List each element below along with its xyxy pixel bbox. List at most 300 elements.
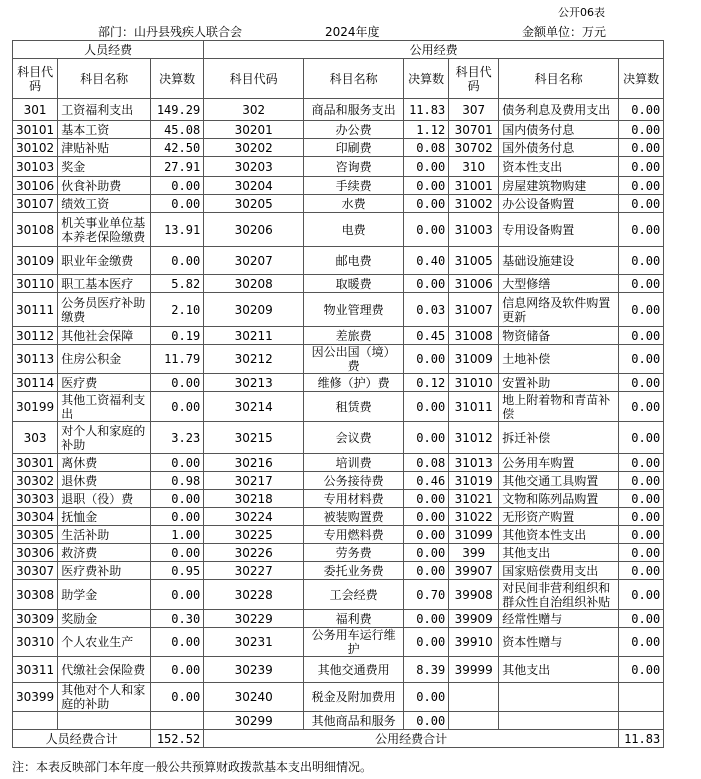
subject-code: 30207 bbox=[204, 247, 304, 275]
subject-name: 商品和服务支出 bbox=[304, 99, 404, 121]
subject-code: 399 bbox=[449, 544, 499, 562]
col-name-2: 科目名称 bbox=[304, 59, 404, 99]
subject-name: 对民间非营利组织和群众性自治组织补贴 bbox=[499, 580, 619, 610]
subject-code: 31013 bbox=[449, 454, 499, 472]
subject-code: 30206 bbox=[204, 213, 304, 247]
public-total-label: 公用经费合计 bbox=[204, 730, 619, 748]
col-name-3: 科目名称 bbox=[499, 59, 619, 99]
amount-value: 0.00 bbox=[619, 454, 664, 472]
subject-name: 无形资产购置 bbox=[499, 508, 619, 526]
subject-code: 30311 bbox=[13, 657, 58, 683]
subject-code: 31009 bbox=[449, 345, 499, 374]
subject-code: 30205 bbox=[204, 195, 304, 213]
subject-name: 退职（役）费 bbox=[58, 490, 151, 508]
subject-name: 维修（护）费 bbox=[304, 374, 404, 392]
subject-name bbox=[499, 712, 619, 730]
table-row bbox=[13, 657, 664, 683]
amount-value: 0.00 bbox=[619, 293, 664, 327]
subject-code bbox=[449, 712, 499, 730]
col-code-3: 科目代码 bbox=[449, 59, 499, 99]
subject-code: 30109 bbox=[13, 247, 58, 275]
subject-code: 30305 bbox=[13, 526, 58, 544]
table-row bbox=[13, 213, 664, 247]
subject-name: 文物和陈列品购置 bbox=[499, 490, 619, 508]
subject-name: 国家赔偿费用支出 bbox=[499, 562, 619, 580]
table-row bbox=[13, 544, 664, 562]
subject-name: 其他交通费用 bbox=[304, 657, 404, 683]
subject-code: 30239 bbox=[204, 657, 304, 683]
subject-code: 30107 bbox=[13, 195, 58, 213]
subject-name: 津贴补贴 bbox=[58, 139, 151, 157]
subject-code: 31003 bbox=[449, 213, 499, 247]
amount-value: 0.70 bbox=[404, 580, 449, 610]
table-row bbox=[13, 177, 664, 195]
subject-code: 31099 bbox=[449, 526, 499, 544]
subject-name: 个人农业生产 bbox=[58, 628, 151, 657]
subject-code: 31007 bbox=[449, 293, 499, 327]
subject-name: 拆迁补偿 bbox=[499, 422, 619, 454]
subject-code: 30103 bbox=[13, 157, 58, 177]
subject-code: 31001 bbox=[449, 177, 499, 195]
subject-name: 房屋建筑物购建 bbox=[499, 177, 619, 195]
subject-name: 印刷费 bbox=[304, 139, 404, 157]
subject-name: 取暖费 bbox=[304, 275, 404, 293]
col-amount-3: 决算数 bbox=[619, 59, 664, 99]
amount-value: 0.00 bbox=[151, 580, 204, 610]
amount-value: 0.98 bbox=[151, 472, 204, 490]
subject-name: 差旅费 bbox=[304, 327, 404, 345]
subject-name: 公务用车运行维护 bbox=[304, 628, 404, 657]
amount-value: 11.79 bbox=[151, 345, 204, 374]
table-row bbox=[13, 526, 664, 544]
amount-value: 0.12 bbox=[404, 374, 449, 392]
subject-code bbox=[449, 683, 499, 712]
amount-value: 0.00 bbox=[619, 508, 664, 526]
subject-code: 31022 bbox=[449, 508, 499, 526]
subject-code: 30212 bbox=[204, 345, 304, 374]
subject-code: 30299 bbox=[204, 712, 304, 730]
table-row bbox=[13, 454, 664, 472]
table-row bbox=[13, 345, 664, 374]
subject-code: 30111 bbox=[13, 293, 58, 327]
table-row bbox=[13, 195, 664, 213]
subject-code: 31006 bbox=[449, 275, 499, 293]
amount-value: 0.45 bbox=[404, 327, 449, 345]
subject-name: 劳务费 bbox=[304, 544, 404, 562]
subject-code: 30229 bbox=[204, 610, 304, 628]
subject-code: 30303 bbox=[13, 490, 58, 508]
subject-code: 30227 bbox=[204, 562, 304, 580]
personnel-total-value: 152.52 bbox=[151, 730, 204, 748]
table-row bbox=[13, 392, 664, 422]
table-row bbox=[13, 712, 664, 730]
amount-value: 0.30 bbox=[151, 610, 204, 628]
subject-name: 住房公积金 bbox=[58, 345, 151, 374]
subject-name: 大型修缮 bbox=[499, 275, 619, 293]
subject-name: 其他支出 bbox=[499, 544, 619, 562]
table-row bbox=[13, 275, 664, 293]
amount-value: 0.95 bbox=[151, 562, 204, 580]
subject-code: 30702 bbox=[449, 139, 499, 157]
subject-name: 机关事业单位基本养老保险缴费 bbox=[58, 213, 151, 247]
table-row bbox=[13, 580, 664, 610]
amount-value: 0.00 bbox=[404, 544, 449, 562]
subject-name: 对个人和家庭的补助 bbox=[58, 422, 151, 454]
subject-name: 水费 bbox=[304, 195, 404, 213]
amount-value: 0.00 bbox=[619, 392, 664, 422]
subject-code: 39908 bbox=[449, 580, 499, 610]
amount-value: 0.00 bbox=[619, 472, 664, 490]
amount-value: 42.50 bbox=[151, 139, 204, 157]
amount-value: 0.00 bbox=[151, 490, 204, 508]
amount-value: 0.00 bbox=[151, 177, 204, 195]
column-header-row bbox=[13, 59, 664, 99]
public-total-value: 11.83 bbox=[619, 730, 664, 748]
subject-code: 30701 bbox=[449, 121, 499, 139]
amount-value: 0.00 bbox=[404, 157, 449, 177]
amount-value: 0.00 bbox=[619, 139, 664, 157]
table-row bbox=[13, 374, 664, 392]
table-row bbox=[13, 293, 664, 327]
amount-value: 0.00 bbox=[151, 392, 204, 422]
amount-value: 0.00 bbox=[404, 508, 449, 526]
subject-name: 咨询费 bbox=[304, 157, 404, 177]
amount-value bbox=[619, 683, 664, 712]
subject-code: 30211 bbox=[204, 327, 304, 345]
amount-value: 0.00 bbox=[619, 526, 664, 544]
subject-code: 30218 bbox=[204, 490, 304, 508]
amount-value: 0.00 bbox=[619, 195, 664, 213]
subject-name: 债务利息及费用支出 bbox=[499, 99, 619, 121]
amount-value: 0.00 bbox=[619, 177, 664, 195]
subject-code: 30226 bbox=[204, 544, 304, 562]
subject-name: 生活补助 bbox=[58, 526, 151, 544]
subject-name: 安置补助 bbox=[499, 374, 619, 392]
amount-value: 0.00 bbox=[619, 213, 664, 247]
subject-code: 30228 bbox=[204, 580, 304, 610]
amount-value bbox=[151, 712, 204, 730]
amount-value: 0.03 bbox=[404, 293, 449, 327]
amount-value: 8.39 bbox=[404, 657, 449, 683]
subject-code: 31010 bbox=[449, 374, 499, 392]
amount-value: 0.46 bbox=[404, 472, 449, 490]
subject-name: 专用材料费 bbox=[304, 490, 404, 508]
subject-code: 30231 bbox=[204, 628, 304, 657]
amount-value: 0.19 bbox=[151, 327, 204, 345]
subject-name: 信息网络及软件购置更新 bbox=[499, 293, 619, 327]
public-group-header: 公用经费 bbox=[204, 41, 664, 59]
table-row bbox=[13, 683, 664, 712]
subject-code: 30310 bbox=[13, 628, 58, 657]
subject-code: 31019 bbox=[449, 472, 499, 490]
subject-name: 办公费 bbox=[304, 121, 404, 139]
table-row bbox=[13, 610, 664, 628]
amount-value: 0.00 bbox=[404, 177, 449, 195]
subject-code: 31008 bbox=[449, 327, 499, 345]
subject-name: 经常性赠与 bbox=[499, 610, 619, 628]
amount-value: 0.00 bbox=[151, 628, 204, 657]
subject-name: 代缴社会保险费 bbox=[58, 657, 151, 683]
subject-code: 307 bbox=[449, 99, 499, 121]
amount-value: 0.00 bbox=[151, 195, 204, 213]
subject-name: 资本性支出 bbox=[499, 157, 619, 177]
subject-code: 30214 bbox=[204, 392, 304, 422]
subject-name: 工会经费 bbox=[304, 580, 404, 610]
amount-value: 0.00 bbox=[619, 422, 664, 454]
subject-name: 职业年金缴费 bbox=[58, 247, 151, 275]
subject-code: 30224 bbox=[204, 508, 304, 526]
amount-value: 45.08 bbox=[151, 121, 204, 139]
subject-code: 39907 bbox=[449, 562, 499, 580]
amount-value: 0.00 bbox=[619, 562, 664, 580]
amount-value: 0.00 bbox=[619, 327, 664, 345]
amount-value: 0.00 bbox=[619, 657, 664, 683]
subject-code: 30204 bbox=[204, 177, 304, 195]
subject-name: 其他支出 bbox=[499, 657, 619, 683]
amount-value: 1.00 bbox=[151, 526, 204, 544]
table-row bbox=[13, 139, 664, 157]
subject-code: 30202 bbox=[204, 139, 304, 157]
subject-name: 其他对个人和家庭的补助 bbox=[58, 683, 151, 712]
subject-code: 30114 bbox=[13, 374, 58, 392]
amount-value: 0.00 bbox=[619, 580, 664, 610]
subject-name: 奖励金 bbox=[58, 610, 151, 628]
subject-code: 303 bbox=[13, 422, 58, 454]
subject-code: 39909 bbox=[449, 610, 499, 628]
amount-value: 0.00 bbox=[619, 99, 664, 121]
subject-code: 30108 bbox=[13, 213, 58, 247]
subject-name: 其他交通工具购置 bbox=[499, 472, 619, 490]
subject-code: 310 bbox=[449, 157, 499, 177]
table-code: 公开06表 bbox=[558, 6, 605, 19]
amount-value: 0.40 bbox=[404, 247, 449, 275]
subject-code: 30302 bbox=[13, 472, 58, 490]
subject-name: 地上附着物和青苗补偿 bbox=[499, 392, 619, 422]
amount-value: 0.00 bbox=[404, 195, 449, 213]
subject-name: 退休费 bbox=[58, 472, 151, 490]
subject-name: 其他资本性支出 bbox=[499, 526, 619, 544]
subject-name: 公务接待费 bbox=[304, 472, 404, 490]
personnel-group-header: 人员经费 bbox=[13, 41, 204, 59]
subject-code: 31005 bbox=[449, 247, 499, 275]
subject-code: 30307 bbox=[13, 562, 58, 580]
amount-value: 0.00 bbox=[619, 374, 664, 392]
subject-code: 30209 bbox=[204, 293, 304, 327]
footnote: 注：本表反映部门本年度一般公共预算财政拨款基本支出明细情况。 bbox=[12, 760, 373, 774]
subject-name: 物资储备 bbox=[499, 327, 619, 345]
subject-name: 土地补偿 bbox=[499, 345, 619, 374]
subject-name: 邮电费 bbox=[304, 247, 404, 275]
amount-value: 0.00 bbox=[404, 610, 449, 628]
subject-name: 离休费 bbox=[58, 454, 151, 472]
subject-code: 30399 bbox=[13, 683, 58, 712]
subject-code: 30110 bbox=[13, 275, 58, 293]
col-amount-1: 决算数 bbox=[151, 59, 204, 99]
subject-name bbox=[58, 712, 151, 730]
subject-name bbox=[499, 683, 619, 712]
amount-value: 0.00 bbox=[619, 490, 664, 508]
amount-value: 0.00 bbox=[404, 683, 449, 712]
subject-name: 其他工资福利支出 bbox=[58, 392, 151, 422]
subject-name: 委托业务费 bbox=[304, 562, 404, 580]
subject-name: 职工基本医疗 bbox=[58, 275, 151, 293]
amount-value: 2.10 bbox=[151, 293, 204, 327]
amount-value: 0.00 bbox=[619, 275, 664, 293]
col-code-2: 科目代码 bbox=[204, 59, 304, 99]
personnel-total-label: 人员经费合计 bbox=[13, 730, 151, 748]
amount-value: 0.00 bbox=[151, 247, 204, 275]
amount-value: 0.00 bbox=[151, 544, 204, 562]
amount-value: 0.00 bbox=[404, 392, 449, 422]
expenditure-table bbox=[12, 40, 664, 748]
department-label: 部门：山丹县残疾人联合会 bbox=[98, 25, 243, 39]
subject-code: 30102 bbox=[13, 139, 58, 157]
subject-code: 31012 bbox=[449, 422, 499, 454]
subject-code: 31002 bbox=[449, 195, 499, 213]
subject-code: 30106 bbox=[13, 177, 58, 195]
amount-value: 0.00 bbox=[404, 213, 449, 247]
subject-code: 30309 bbox=[13, 610, 58, 628]
amount-value: 5.82 bbox=[151, 275, 204, 293]
subject-name: 专用燃料费 bbox=[304, 526, 404, 544]
subject-name: 抚恤金 bbox=[58, 508, 151, 526]
table-row bbox=[13, 121, 664, 139]
subject-name: 其他商品和服务 bbox=[304, 712, 404, 730]
subject-code: 30112 bbox=[13, 327, 58, 345]
subject-code: 30217 bbox=[204, 472, 304, 490]
amount-value: 0.00 bbox=[404, 422, 449, 454]
subject-name: 绩效工资 bbox=[58, 195, 151, 213]
subject-code: 39910 bbox=[449, 628, 499, 657]
amount-value: 0.00 bbox=[404, 490, 449, 508]
table-row bbox=[13, 422, 664, 454]
subject-code: 302 bbox=[204, 99, 304, 121]
group-header-row bbox=[13, 41, 664, 59]
amount-value: 0.08 bbox=[404, 454, 449, 472]
amount-value: 13.91 bbox=[151, 213, 204, 247]
amount-value: 0.00 bbox=[404, 562, 449, 580]
subject-code: 301 bbox=[13, 99, 58, 121]
amount-value: 0.00 bbox=[151, 683, 204, 712]
year-label: 2024年度 bbox=[325, 25, 380, 39]
subject-name: 电费 bbox=[304, 213, 404, 247]
amount-value: 0.00 bbox=[404, 526, 449, 544]
subject-name: 救济费 bbox=[58, 544, 151, 562]
subject-name: 办公设备购置 bbox=[499, 195, 619, 213]
subject-name: 物业管理费 bbox=[304, 293, 404, 327]
table-row bbox=[13, 628, 664, 657]
table-row bbox=[13, 508, 664, 526]
amount-value: 27.91 bbox=[151, 157, 204, 177]
subject-code: 30301 bbox=[13, 454, 58, 472]
table-row bbox=[13, 157, 664, 177]
table-row bbox=[13, 562, 664, 580]
subject-name: 专用设备购置 bbox=[499, 213, 619, 247]
subject-name: 奖金 bbox=[58, 157, 151, 177]
amount-value: 0.08 bbox=[404, 139, 449, 157]
subject-name: 公务员医疗补助缴费 bbox=[58, 293, 151, 327]
amount-value: 0.00 bbox=[619, 121, 664, 139]
subject-code: 30306 bbox=[13, 544, 58, 562]
subject-name: 国内债务付息 bbox=[499, 121, 619, 139]
subject-code: 30213 bbox=[204, 374, 304, 392]
subject-code: 30113 bbox=[13, 345, 58, 374]
subject-name: 资本性赠与 bbox=[499, 628, 619, 657]
subject-code: 30199 bbox=[13, 392, 58, 422]
subject-name: 医疗费补助 bbox=[58, 562, 151, 580]
subject-code: 30216 bbox=[204, 454, 304, 472]
amount-value: 0.00 bbox=[151, 454, 204, 472]
col-amount-2: 决算数 bbox=[404, 59, 449, 99]
subject-name: 助学金 bbox=[58, 580, 151, 610]
subject-name: 税金及附加费用 bbox=[304, 683, 404, 712]
subject-name: 福利费 bbox=[304, 610, 404, 628]
col-code-1: 科目代码 bbox=[13, 59, 58, 99]
unit-label: 金额单位：万元 bbox=[522, 25, 607, 39]
subject-name: 伙食补助费 bbox=[58, 177, 151, 195]
subject-code: 30101 bbox=[13, 121, 58, 139]
subject-name: 国外债务付息 bbox=[499, 139, 619, 157]
totals-row bbox=[13, 730, 664, 748]
amount-value: 1.12 bbox=[404, 121, 449, 139]
subject-code: 30208 bbox=[204, 275, 304, 293]
amount-value: 11.83 bbox=[404, 99, 449, 121]
amount-value: 0.00 bbox=[151, 508, 204, 526]
subject-code: 30225 bbox=[204, 526, 304, 544]
table-row bbox=[13, 247, 664, 275]
subject-name: 工资福利支出 bbox=[58, 99, 151, 121]
amount-value: 0.00 bbox=[619, 157, 664, 177]
amount-value: 0.00 bbox=[151, 657, 204, 683]
subject-code: 30304 bbox=[13, 508, 58, 526]
amount-value: 0.00 bbox=[404, 712, 449, 730]
table-row bbox=[13, 327, 664, 345]
subject-code: 30203 bbox=[204, 157, 304, 177]
subject-name: 租赁费 bbox=[304, 392, 404, 422]
subject-code: 30215 bbox=[204, 422, 304, 454]
subject-name: 被装购置费 bbox=[304, 508, 404, 526]
subject-name: 会议费 bbox=[304, 422, 404, 454]
amount-value: 0.00 bbox=[404, 345, 449, 374]
col-name-1: 科目名称 bbox=[58, 59, 151, 99]
amount-value bbox=[619, 712, 664, 730]
subject-name: 基本工资 bbox=[58, 121, 151, 139]
amount-value: 0.00 bbox=[404, 275, 449, 293]
subject-code: 30308 bbox=[13, 580, 58, 610]
subject-name: 医疗费 bbox=[58, 374, 151, 392]
subject-name: 培训费 bbox=[304, 454, 404, 472]
amount-value: 149.29 bbox=[151, 99, 204, 121]
amount-value: 3.23 bbox=[151, 422, 204, 454]
subject-name: 公务用车购置 bbox=[499, 454, 619, 472]
table-row bbox=[13, 99, 664, 121]
amount-value: 0.00 bbox=[619, 610, 664, 628]
amount-value: 0.00 bbox=[619, 544, 664, 562]
amount-value: 0.00 bbox=[151, 374, 204, 392]
table-row bbox=[13, 472, 664, 490]
amount-value: 0.00 bbox=[619, 247, 664, 275]
subject-code: 39999 bbox=[449, 657, 499, 683]
subject-name: 基础设施建设 bbox=[499, 247, 619, 275]
table-row bbox=[13, 490, 664, 508]
subject-name: 因公出国（境）费 bbox=[304, 345, 404, 374]
subject-code: 31021 bbox=[449, 490, 499, 508]
subject-name: 手续费 bbox=[304, 177, 404, 195]
amount-value: 0.00 bbox=[619, 345, 664, 374]
subject-code: 31011 bbox=[449, 392, 499, 422]
subject-code bbox=[13, 712, 58, 730]
subject-code: 30201 bbox=[204, 121, 304, 139]
